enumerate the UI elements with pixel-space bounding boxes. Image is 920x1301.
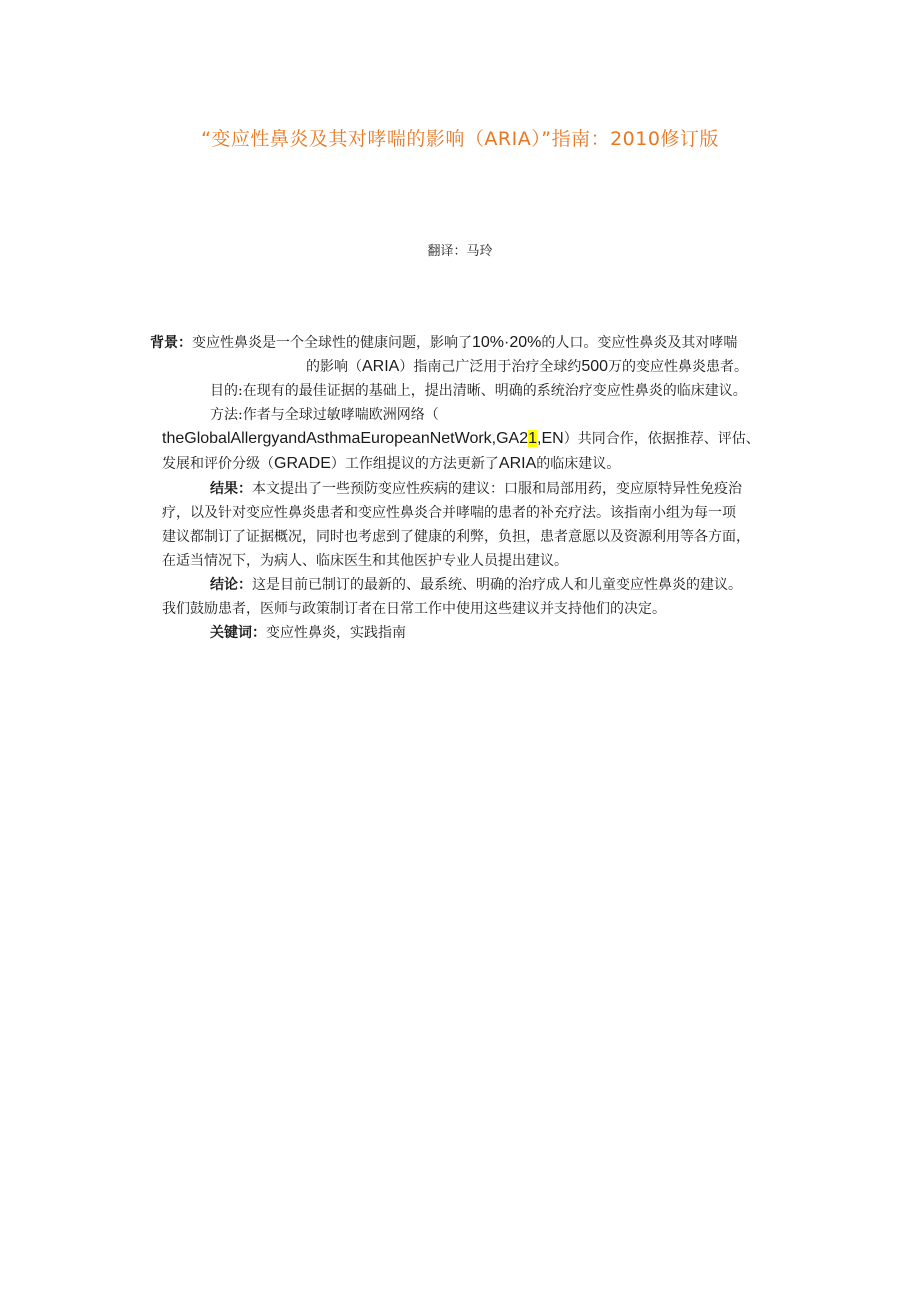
background-percent: 10%·20% (472, 334, 542, 351)
methods-line-1 (210, 405, 439, 425)
conclusion-line-2: 我们鼓励患者，医师与政策制订者在日常工作中使用这些建议并支持他们的决定。 (162, 601, 666, 617)
results-text-1: 本文提出了一些预防变应性疾病的建议：口服和局部用药，变应原特异性免疫治 (252, 481, 742, 497)
methods-line-3 (162, 454, 620, 474)
background-text-2b: ）指南己广泛用于治疗全球约 (399, 359, 582, 375)
background-text-1a: 变应性鼻炎是一个全球性的健康问题，影响了 (192, 335, 472, 351)
translator-credit: 翻译：马玲 (427, 244, 493, 259)
conclusion-label: 结论： (210, 577, 252, 593)
methods-text-1: 作者与全球过敏哮喘欧洲网络（ (242, 407, 439, 423)
methods-network-name: theGlobalAllergyandAsthmaEuropeanNetWork,GA2 (162, 430, 529, 447)
results-line-1 (210, 479, 742, 499)
background-aria: ARIA (362, 358, 400, 375)
results-label: 结果： (210, 481, 252, 497)
objective-text: 在现有的最佳证据的基础上，提出清晰、明确的系统治疗变应性鼻炎的临床建议。 (242, 383, 747, 399)
conclusion-text-1: 这是目前已制订的最新的、最系统、明确的治疗成人和儿童变应性鼻炎的建议。 (252, 577, 742, 593)
objective-label: 目的: (210, 383, 243, 399)
methods-text-3a: 发展和评价分级（ (162, 456, 274, 472)
methods-aria: ARIA (498, 455, 537, 472)
methods-text-3c: 的临床建议。 (536, 456, 621, 472)
results-line-4: 在适当情况下，为病人、临床医生和其他医护专业人员提出建议。 (162, 553, 568, 569)
objective-line (210, 381, 747, 401)
background-line-1 (150, 333, 737, 353)
results-line-2: 疗，以及针对变应性鼻炎患者和变应性鼻炎合并哮喘的患者的补充疗法。该指南小组为每一项 (162, 505, 736, 521)
background-text-2a: 的影响（ (306, 359, 362, 375)
methods-line-2 (162, 429, 760, 449)
background-text-2c: 万的变应性鼻炎患者。 (608, 359, 749, 375)
keywords-line (210, 623, 406, 643)
methods-text-2: ）共同合作，依据推荐、评估、 (563, 431, 760, 447)
background-line-2 (306, 357, 748, 377)
keywords-text: 变应性鼻炎，实践指南 (266, 625, 406, 641)
results-line-3: 建议都制订了证据概况，同时也考虑到了健康的利弊，负担，患者意愿以及资源利用等各方面， (162, 529, 750, 545)
conclusion-line-1 (210, 575, 742, 595)
background-count: 500 (581, 358, 609, 375)
document-title: “变应性鼻炎及其对哮喘的影响（ARIA）”指南：2010修订版 (201, 128, 719, 150)
methods-label: 方法: (210, 407, 243, 423)
methods-highlight: 1 (528, 430, 538, 447)
background-label: 背景： (150, 335, 192, 351)
methods-text-3b: ）工作组提议的方法更新了 (330, 456, 499, 472)
methods-network-suffix: ,EN (537, 430, 564, 447)
methods-grade: GRADE (274, 455, 331, 472)
keywords-label: 关键词： (210, 625, 266, 641)
background-text-1b: 的人口。变应性鼻炎及其对哮喘 (541, 335, 738, 351)
